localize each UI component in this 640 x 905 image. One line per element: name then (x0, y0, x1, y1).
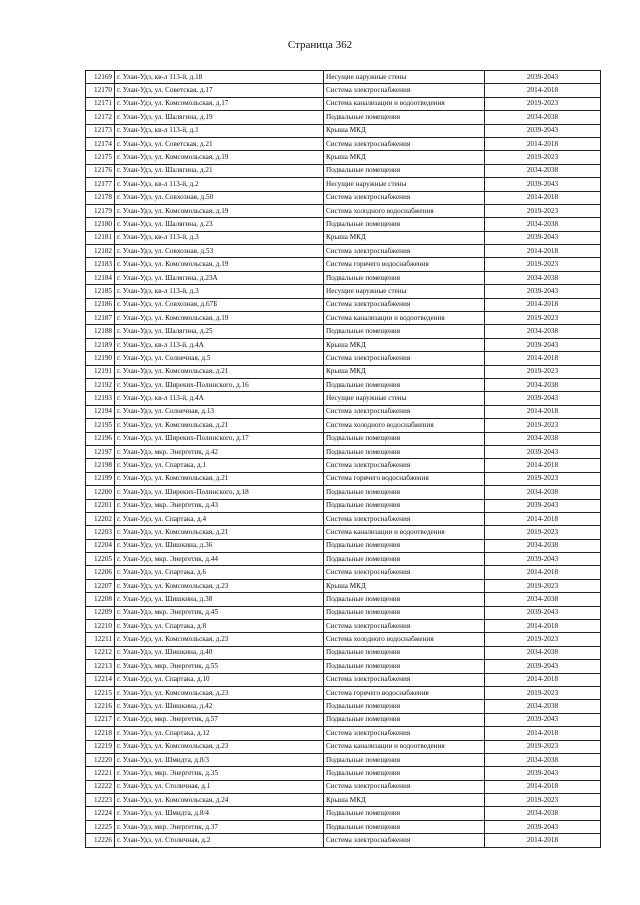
work-type-cell: Подвальные помещения (324, 807, 485, 820)
address-cell: г. Улан-Удэ, ул. Комсомольская, д.21 (115, 472, 324, 485)
table-row (86, 204, 601, 217)
table-row (86, 97, 601, 110)
table-row (86, 686, 601, 699)
period-cell: 2039-2043 (485, 392, 601, 405)
address-cell: г. Улан-Удэ, мкр. Энергетик, д.43 (115, 499, 324, 512)
row-number-cell: 12173 (86, 124, 115, 137)
table-body (86, 71, 601, 848)
table-row (86, 794, 601, 807)
period-cell: 2019-2023 (485, 312, 601, 325)
work-type-cell: Несущие наружные стены (324, 285, 485, 298)
address-cell: г. Улан-Удэ, ул. Совхозная, д.67Б (115, 298, 324, 311)
table-row (86, 218, 601, 231)
work-type-cell: Подвальные помещения (324, 218, 485, 231)
period-cell: 2014-2018 (485, 137, 601, 150)
work-type-cell: Система электроснабжения (324, 298, 485, 311)
row-number-cell: 12205 (86, 553, 115, 566)
address-cell: г. Улан-Удэ, ул. Советская, д.21 (115, 137, 324, 150)
row-number-cell: 12195 (86, 419, 115, 432)
row-number-cell: 12204 (86, 539, 115, 552)
work-type-cell: Подвальные помещения (324, 111, 485, 124)
period-cell: 2019-2023 (485, 258, 601, 271)
row-number-cell: 12179 (86, 204, 115, 217)
period-cell: 2014-2018 (485, 191, 601, 204)
address-cell: г. Улан-Удэ, кв-л 113-й, д.3 (115, 285, 324, 298)
work-type-cell: Система электроснабжения (324, 245, 485, 258)
table-row (86, 231, 601, 244)
period-cell: 2014-2018 (485, 673, 601, 686)
period-cell: 2039-2043 (485, 285, 601, 298)
row-number-cell: 12184 (86, 271, 115, 284)
period-cell: 2039-2043 (485, 499, 601, 512)
address-cell: г. Улан-Удэ, кв-л 113-й, д.2 (115, 178, 324, 191)
table-row (86, 660, 601, 673)
work-type-cell: Система канализации и водоотведения (324, 312, 485, 325)
row-number-cell: 12172 (86, 111, 115, 124)
address-cell: г. Улан-Удэ, ул. Шишкина, д.36 (115, 539, 324, 552)
address-cell: г. Улан-Удэ, ул. Спартака, д.6 (115, 566, 324, 579)
row-number-cell: 12202 (86, 512, 115, 525)
period-cell: 2019-2023 (485, 204, 601, 217)
address-cell: г. Улан-Удэ, ул. Комсомольская, д.23 (115, 633, 324, 646)
table-row (86, 137, 601, 150)
period-cell: 2014-2018 (485, 620, 601, 633)
work-type-cell: Система электроснабжения (324, 566, 485, 579)
period-cell: 2039-2043 (485, 820, 601, 833)
period-cell: 2034-2038 (485, 164, 601, 177)
period-cell: 2034-2038 (485, 325, 601, 338)
address-cell: г. Улан-Удэ, ул. Шишкина, д.40 (115, 646, 324, 659)
work-type-cell: Подвальные помещения (324, 646, 485, 659)
row-number-cell: 12189 (86, 338, 115, 351)
row-number-cell: 12203 (86, 526, 115, 539)
table-row (86, 472, 601, 485)
work-type-cell: Подвальные помещения (324, 767, 485, 780)
row-number-cell: 12192 (86, 378, 115, 391)
capital-repair-table (85, 70, 601, 848)
row-number-cell: 12223 (86, 794, 115, 807)
period-cell: 2039-2043 (485, 178, 601, 191)
work-type-cell: Система канализации и водоотведения (324, 740, 485, 753)
row-number-cell: 12210 (86, 620, 115, 633)
table-row (86, 526, 601, 539)
address-cell: г. Улан-Удэ, мкр. Энергетик, д.55 (115, 660, 324, 673)
row-number-cell: 12177 (86, 178, 115, 191)
work-type-cell: Подвальные помещения (324, 753, 485, 766)
table-row (86, 164, 601, 177)
table-row (86, 633, 601, 646)
period-cell: 2019-2023 (485, 686, 601, 699)
row-number-cell: 12207 (86, 579, 115, 592)
period-cell: 2034-2038 (485, 432, 601, 445)
table-row (86, 84, 601, 97)
work-type-cell: Подвальные помещения (324, 378, 485, 391)
row-number-cell: 12214 (86, 673, 115, 686)
work-type-cell: Система электроснабжения (324, 727, 485, 740)
table-row (86, 807, 601, 820)
address-cell: г. Улан-Удэ, ул. Шалягина, д.23 (115, 218, 324, 231)
work-type-cell: Система электроснабжения (324, 459, 485, 472)
address-cell: г. Улан-Удэ, ул. Комсомольская, д.19 (115, 204, 324, 217)
row-number-cell: 12215 (86, 686, 115, 699)
address-cell: г. Улан-Удэ, ул. Комсомольская, д.19 (115, 258, 324, 271)
row-number-cell: 12222 (86, 780, 115, 793)
row-number-cell: 12194 (86, 405, 115, 418)
address-cell: г. Улан-Удэ, ул. Шмидта, д.8/3 (115, 753, 324, 766)
period-cell: 2019-2023 (485, 633, 601, 646)
address-cell: г. Улан-Удэ, кв-л 113-й, д.18 (115, 71, 324, 84)
address-cell: г. Улан-Удэ, ул. Комсомольская, д.19 (115, 312, 324, 325)
table-row (86, 245, 601, 258)
period-cell: 2019-2023 (485, 579, 601, 592)
work-type-cell: Система электроснабжения (324, 405, 485, 418)
row-number-cell: 12190 (86, 352, 115, 365)
row-number-cell: 12178 (86, 191, 115, 204)
work-type-cell: Система электроснабжения (324, 191, 485, 204)
period-cell: 2014-2018 (485, 459, 601, 472)
period-cell: 2034-2038 (485, 700, 601, 713)
period-cell: 2014-2018 (485, 834, 601, 847)
work-type-cell: Подвальные помещения (324, 553, 485, 566)
table-row (86, 298, 601, 311)
period-cell: 2034-2038 (485, 753, 601, 766)
period-cell: 2014-2018 (485, 566, 601, 579)
address-cell: г. Улан-Удэ, кв-л 113-й, д.3 (115, 231, 324, 244)
work-type-cell: Подвальные помещения (324, 539, 485, 552)
work-type-cell: Система холодного водоснабжения (324, 419, 485, 432)
table-row (86, 606, 601, 619)
work-type-cell: Подвальные помещения (324, 164, 485, 177)
period-cell: 2034-2038 (485, 111, 601, 124)
table-row (86, 713, 601, 726)
row-number-cell: 12171 (86, 97, 115, 110)
address-cell: г. Улан-Удэ, ул. Столичная, д.1 (115, 780, 324, 793)
address-cell: г. Улан-Удэ, ул. Комсомольская, д.24 (115, 794, 324, 807)
period-cell: 2014-2018 (485, 84, 601, 97)
period-cell: 2019-2023 (485, 472, 601, 485)
table-row (86, 539, 601, 552)
address-cell: г. Улан-Удэ, ул. Столичная, д.2 (115, 834, 324, 847)
address-cell: г. Улан-Удэ, ул. Совхозная, д.50 (115, 191, 324, 204)
row-number-cell: 12199 (86, 472, 115, 485)
period-cell: 2014-2018 (485, 405, 601, 418)
row-number-cell: 12219 (86, 740, 115, 753)
row-number-cell: 12224 (86, 807, 115, 820)
work-type-cell: Подвальные помещения (324, 593, 485, 606)
period-cell: 2019-2023 (485, 794, 601, 807)
period-cell: 2039-2043 (485, 445, 601, 458)
table-row (86, 646, 601, 659)
table-row (86, 553, 601, 566)
table-row (86, 767, 601, 780)
table-row (86, 673, 601, 686)
work-type-cell: Подвальные помещения (324, 820, 485, 833)
table-row (86, 820, 601, 833)
work-type-cell: Подвальные помещения (324, 713, 485, 726)
work-type-cell: Подвальные помещения (324, 325, 485, 338)
row-number-cell: 12186 (86, 298, 115, 311)
period-cell: 2019-2023 (485, 365, 601, 378)
address-cell: г. Улан-Удэ, кв-л 113-й, д.4А (115, 392, 324, 405)
period-cell: 2019-2023 (485, 419, 601, 432)
row-number-cell: 12181 (86, 231, 115, 244)
work-type-cell: Система канализации и водоотведения (324, 526, 485, 539)
table-row (86, 378, 601, 391)
work-type-cell: Подвальные помещения (324, 432, 485, 445)
table-row (86, 740, 601, 753)
address-cell: г. Улан-Удэ, мкр. Энергетик, д.45 (115, 606, 324, 619)
work-type-cell: Система горячего водоснабжения (324, 472, 485, 485)
address-cell: г. Улан-Удэ, ул. Ширеких-Полинского, д.16 (115, 378, 324, 391)
row-number-cell: 12175 (86, 151, 115, 164)
work-type-cell: Система электроснабжения (324, 352, 485, 365)
address-cell: г. Улан-Удэ, кв-л 113-й, д.4А (115, 338, 324, 351)
row-number-cell: 12185 (86, 285, 115, 298)
row-number-cell: 12200 (86, 486, 115, 499)
work-type-cell: Несущие наружные стены (324, 71, 485, 84)
period-cell: 2034-2038 (485, 218, 601, 231)
row-number-cell: 12191 (86, 365, 115, 378)
row-number-cell: 12182 (86, 245, 115, 258)
row-number-cell: 12169 (86, 71, 115, 84)
address-cell: г. Улан-Удэ, ул. Комсомольская, д.21 (115, 365, 324, 378)
address-cell: г. Улан-Удэ, ул. Комсомольская, д.21 (115, 419, 324, 432)
period-cell: 2019-2023 (485, 97, 601, 110)
table-row (86, 312, 601, 325)
table-row (86, 432, 601, 445)
work-type-cell: Система горячего водоснабжения (324, 686, 485, 699)
work-type-cell: Крыша МКД (324, 231, 485, 244)
table-row (86, 271, 601, 284)
table-row (86, 325, 601, 338)
row-number-cell: 12193 (86, 392, 115, 405)
work-type-cell: Крыша МКД (324, 338, 485, 351)
period-cell: 2019-2023 (485, 740, 601, 753)
address-cell: г. Улан-Удэ, ул. Комсомольская, д.23 (115, 740, 324, 753)
row-number-cell: 12196 (86, 432, 115, 445)
period-cell: 2014-2018 (485, 352, 601, 365)
period-cell: 2014-2018 (485, 298, 601, 311)
table-row (86, 338, 601, 351)
address-cell: г. Улан-Удэ, ул. Комсомольская, д.19 (115, 151, 324, 164)
address-cell: г. Улан-Удэ, ул. Комсомольская, д.23 (115, 686, 324, 699)
address-cell: г. Улан-Удэ, ул. Ширеких-Полинского, д.18 (115, 486, 324, 499)
work-type-cell: Система электроснабжения (324, 673, 485, 686)
table-row (86, 285, 601, 298)
address-cell: г. Улан-Удэ, мкр. Энергетик, д.42 (115, 445, 324, 458)
work-type-cell: Система холодного водоснабжения (324, 633, 485, 646)
period-cell: 2039-2043 (485, 606, 601, 619)
table-row (86, 178, 601, 191)
table-row (86, 486, 601, 499)
address-cell: г. Улан-Удэ, ул. Шалягина, д.21 (115, 164, 324, 177)
row-number-cell: 12174 (86, 137, 115, 150)
row-number-cell: 12170 (86, 84, 115, 97)
period-cell: 2034-2038 (485, 593, 601, 606)
work-type-cell: Система электроснабжения (324, 137, 485, 150)
address-cell: г. Улан-Удэ, ул. Шишкина, д.38 (115, 593, 324, 606)
address-cell: г. Улан-Удэ, мкр. Энергетик, д.57 (115, 713, 324, 726)
period-cell: 2019-2023 (485, 151, 601, 164)
table-row (86, 124, 601, 137)
work-type-cell: Подвальные помещения (324, 271, 485, 284)
row-number-cell: 12188 (86, 325, 115, 338)
work-type-cell: Подвальные помещения (324, 445, 485, 458)
table-row (86, 405, 601, 418)
work-type-cell: Несущие наружные стены (324, 178, 485, 191)
address-cell: г. Улан-Удэ, ул. Спартака, д.12 (115, 727, 324, 740)
row-number-cell: 12183 (86, 258, 115, 271)
address-cell: г. Улан-Удэ, мкр. Энергетик, д.37 (115, 820, 324, 833)
table-row (86, 499, 601, 512)
work-type-cell: Система холодного водоснабжения (324, 204, 485, 217)
work-type-cell: Крыша МКД (324, 365, 485, 378)
period-cell: 2034-2038 (485, 486, 601, 499)
work-type-cell: Система электроснабжения (324, 620, 485, 633)
row-number-cell: 12197 (86, 445, 115, 458)
period-cell: 2039-2043 (485, 553, 601, 566)
address-cell: г. Улан-Удэ, ул. Солнечная, д.5 (115, 352, 324, 365)
address-cell: г. Улан-Удэ, мкр. Энергетик, д.35 (115, 767, 324, 780)
work-type-cell: Подвальные помещения (324, 700, 485, 713)
table-row (86, 71, 601, 84)
work-type-cell: Система электроснабжения (324, 780, 485, 793)
work-type-cell: Система горячего водоснабжения (324, 258, 485, 271)
period-cell: 2039-2043 (485, 338, 601, 351)
table-row (86, 191, 601, 204)
row-number-cell: 12212 (86, 646, 115, 659)
period-cell: 2014-2018 (485, 512, 601, 525)
table-row (86, 459, 601, 472)
address-cell: г. Улан-Удэ, кв-л 113-й, д.1 (115, 124, 324, 137)
table-row (86, 579, 601, 592)
row-number-cell: 12209 (86, 606, 115, 619)
period-cell: 2034-2038 (485, 539, 601, 552)
table-row (86, 700, 601, 713)
row-number-cell: 12208 (86, 593, 115, 606)
address-cell: г. Улан-Удэ, ул. Спартака, д.8 (115, 620, 324, 633)
period-cell: 2039-2043 (485, 767, 601, 780)
work-type-cell: Система канализации и водоотведения (324, 97, 485, 110)
period-cell: 2014-2018 (485, 727, 601, 740)
work-type-cell: Система электроснабжения (324, 834, 485, 847)
row-number-cell: 12213 (86, 660, 115, 673)
work-type-cell: Подвальные помещения (324, 606, 485, 619)
table-row (86, 620, 601, 633)
period-cell: 2039-2043 (485, 713, 601, 726)
address-cell: г. Улан-Удэ, ул. Солнечная, д.13 (115, 405, 324, 418)
table-row (86, 419, 601, 432)
address-cell: г. Улан-Удэ, ул. Спартака, д.10 (115, 673, 324, 686)
table-row (86, 834, 601, 847)
work-type-cell: Подвальные помещения (324, 660, 485, 673)
table-row (86, 352, 601, 365)
row-number-cell: 12201 (86, 499, 115, 512)
address-cell: г. Улан-Удэ, ул. Шалягина, д.23А (115, 271, 324, 284)
row-number-cell: 12198 (86, 459, 115, 472)
address-cell: г. Улан-Удэ, ул. Шишкина, д.42 (115, 700, 324, 713)
table-row (86, 151, 601, 164)
period-cell: 2034-2038 (485, 807, 601, 820)
address-cell: г. Улан-Удэ, ул. Спартака, д.4 (115, 512, 324, 525)
address-cell: г. Улан-Удэ, ул. Ширеких-Полинского, д.17 (115, 432, 324, 445)
table-row (86, 753, 601, 766)
work-type-cell: Крыша МКД (324, 151, 485, 164)
period-cell: 2034-2038 (485, 271, 601, 284)
page-number-label: Страница 362 (287, 39, 353, 51)
period-cell: 2034-2038 (485, 646, 601, 659)
row-number-cell: 12218 (86, 727, 115, 740)
period-cell: 2039-2043 (485, 660, 601, 673)
address-cell: г. Улан-Удэ, ул. Спартака, д.1 (115, 459, 324, 472)
period-cell: 2034-2038 (485, 378, 601, 391)
period-cell: 2039-2043 (485, 231, 601, 244)
row-number-cell: 12226 (86, 834, 115, 847)
table-row (86, 780, 601, 793)
row-number-cell: 12180 (86, 218, 115, 231)
work-type-cell: Система электроснабжения (324, 512, 485, 525)
table-row (86, 593, 601, 606)
address-cell: г. Улан-Удэ, ул. Совхозная, д.53 (115, 245, 324, 258)
work-type-cell: Несущие наружные стены (324, 392, 485, 405)
period-cell: 2039-2043 (485, 124, 601, 137)
table-row (86, 566, 601, 579)
row-number-cell: 12176 (86, 164, 115, 177)
table-row (86, 445, 601, 458)
period-cell: 2019-2023 (485, 526, 601, 539)
work-type-cell: Крыша МКД (324, 794, 485, 807)
work-type-cell: Крыша МКД (324, 124, 485, 137)
work-type-cell: Крыша МКД (324, 579, 485, 592)
address-cell: г. Улан-Удэ, ул. Шалягина, д.25 (115, 325, 324, 338)
address-cell: г. Улан-Удэ, ул. Советская, д.17 (115, 84, 324, 97)
period-cell: 2014-2018 (485, 245, 601, 258)
row-number-cell: 12217 (86, 713, 115, 726)
row-number-cell: 12216 (86, 700, 115, 713)
work-type-cell: Система электроснабжения (324, 84, 485, 97)
address-cell: г. Улан-Удэ, мкр. Энергетик, д.44 (115, 553, 324, 566)
address-cell: г. Улан-Удэ, ул. Шалягина, д.19 (115, 111, 324, 124)
period-cell: 2014-2018 (485, 780, 601, 793)
work-type-cell: Подвальные помещения (324, 486, 485, 499)
table-row (86, 727, 601, 740)
row-number-cell: 12206 (86, 566, 115, 579)
row-number-cell: 12221 (86, 767, 115, 780)
address-cell: г. Улан-Удэ, ул. Шмидта, д.8/4 (115, 807, 324, 820)
work-type-cell: Подвальные помещения (324, 499, 485, 512)
table-row (86, 392, 601, 405)
row-number-cell: 12220 (86, 753, 115, 766)
table-row (86, 365, 601, 378)
row-number-cell: 12211 (86, 633, 115, 646)
row-number-cell: 12225 (86, 820, 115, 833)
table-row (86, 111, 601, 124)
address-cell: г. Улан-Удэ, ул. Комсомольская, д.21 (115, 526, 324, 539)
row-number-cell: 12187 (86, 312, 115, 325)
address-cell: г. Улан-Удэ, ул. Комсомольская, д.17 (115, 97, 324, 110)
address-cell: г. Улан-Удэ, ул. Комсомольская, д.23 (115, 579, 324, 592)
table-row (86, 258, 601, 271)
period-cell: 2039-2043 (485, 71, 601, 84)
table-row (86, 512, 601, 525)
